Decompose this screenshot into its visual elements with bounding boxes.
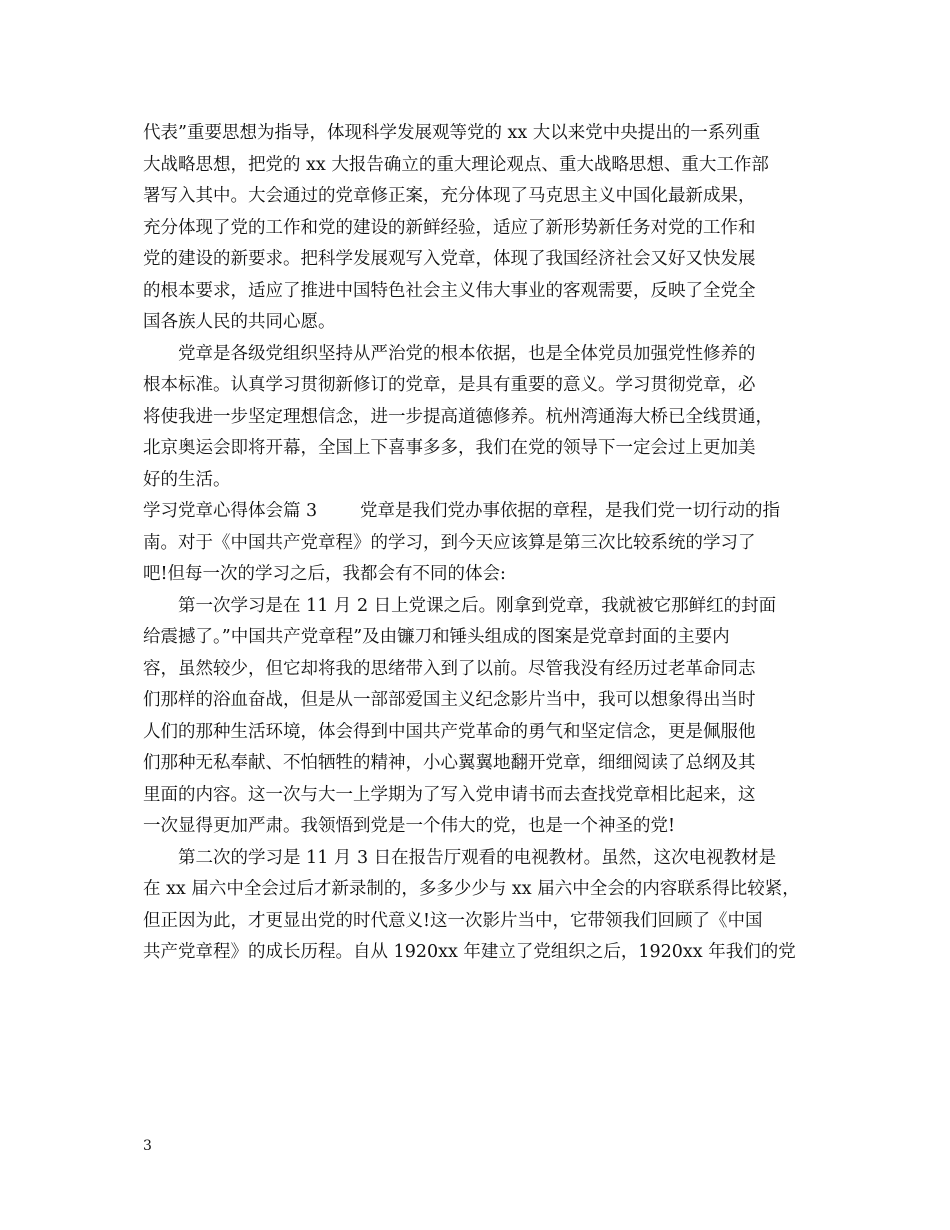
text-line: 共产党章程》的成长历程。自从 1920xx 年建立了党组织之后，1920xx 年我们的党 — [143, 942, 796, 962]
text-line: 国各族人民的共同心愿。 — [143, 312, 336, 332]
text-line: 北京奥运会即将开幕，全国上下喜事多多，我们在党的领导下一定会过上更加美 — [143, 438, 756, 458]
section-heading: 学习党章心得体会篇 3 — [143, 501, 318, 521]
text-line: 里面的内容。这一次与大一上学期为了写入党申请书而去查找党章相比起来，这 — [143, 784, 756, 805]
text-line: 好的生活。 — [143, 469, 231, 490]
text-line: 给震撼了。”中国共产党章程”及由镰刀和锤头组成的图案是党章封面的主要内 — [143, 627, 730, 647]
text-line: 人们的那种生活环境，体会得到中国共产党革命的勇气和坚定信念，更是佩服他 — [143, 721, 756, 742]
text-line: 们那种无私奉献、不怕牺牲的精神，小心翼翼地翻开党章，细细阅读了总纲及其 — [143, 753, 756, 773]
text-line: 大战略思想，把党的 xx 大报告确立的重大理论观点、重大战略思想、重大工作部 — [143, 154, 769, 175]
text-line: 容，虽然较少，但它却将我的思绪带入到了以前。尽管我没有经历过老革命同志 — [143, 658, 756, 679]
text-line: 党章是我们党办事依据的章程，是我们党一切行动的指 — [360, 501, 780, 521]
text-line: 第一次学习是在 11 月 2 日上党课之后。刚拿到党章，我就被它那鲜红的封面 — [143, 595, 777, 616]
text-line: 们那样的浴血奋战，但是从一部部爱国主义纪念影片当中，我可以想象得出当时 — [143, 690, 756, 710]
text-line: 一次显得更加严肃。我领悟到党是一个伟大的党，也是一个神圣的党! — [143, 816, 676, 836]
page-number: 3 — [143, 1138, 152, 1154]
text-line: 吧!但每一次的学习之后，我都会有不同的体会: — [143, 564, 506, 584]
text-line: 第二次的学习是 11 月 3 日在报告厅观看的电视教材。虽然，这次电视教材是 — [143, 847, 777, 868]
text-line: 在 xx 届六中全会过后才新录制的，多多少少与 xx 届六中全会的内容联系得比较紧， — [143, 879, 800, 899]
text-line: 署写入其中。大会通过的党章修正案，充分体现了马克思主义中国化最新成果， — [143, 186, 756, 206]
text-line: 代表”重要思想为指导，体现科学发展观等党的 xx 大以来党中央提出的一系列重 — [143, 123, 761, 143]
text-line: 将使我进一步坚定理想信念，进一步提高道德修养。杭州湾通海大桥已全线贯通， — [143, 406, 773, 427]
text-line: 充分体现了党的工作和党的建设的新鲜经验，适应了新形势新任务对党的工作和 — [143, 217, 756, 238]
body-text — [143, 118, 833, 969]
text-line: 南。对于《中国共产党章程》的学习，到今天应该算是第三次比较系统的学习了 — [143, 532, 756, 553]
text-line: 但正因为此，才更显出党的时代意义!这一次影片当中，它带领我们回顾了《中国 — [143, 910, 763, 931]
text-line: 党的建设的新要求。把科学发展观写入党章，体现了我国经济社会又好又快发展 — [143, 249, 756, 269]
text-line: 的根本要求，适应了推进中国特色社会主义伟大事业的客观需要，反映了全党全 — [143, 280, 756, 301]
text-line: 党章是各级党组织坚持从严治党的根本依据，也是全体党员加强党性修养的 — [143, 343, 756, 364]
text-line: 根本标准。认真学习贯彻新修订的党章，是具有重要的意义。学习贯彻党章，必 — [143, 375, 756, 395]
section-heading-line — [143, 496, 833, 528]
